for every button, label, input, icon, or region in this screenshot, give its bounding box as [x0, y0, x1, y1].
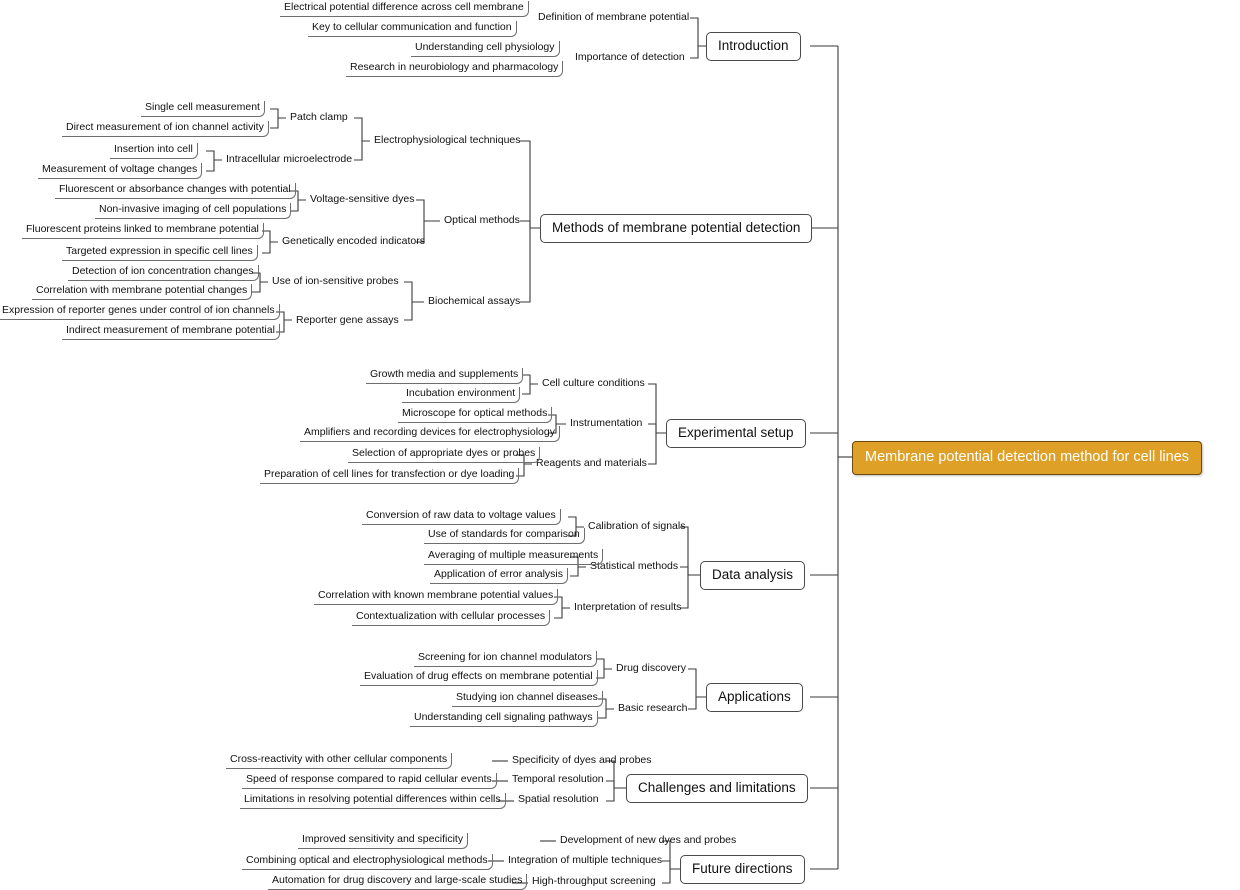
- subsub-label: Use of ion-sensitive probes: [272, 275, 399, 287]
- leaf-label: Understanding cell signaling pathways: [414, 711, 593, 723]
- branch-node-experimental-setup[interactable]: [666, 419, 806, 448]
- subsub-node-intracellular-microelectrode[interactable]: [224, 153, 354, 167]
- leaf-node[interactable]: [360, 670, 598, 686]
- leaf-node[interactable]: [346, 61, 563, 77]
- leaf-label: Research in neurobiology and pharmacology: [350, 61, 559, 73]
- leaf-label: Application of error analysis: [434, 568, 563, 580]
- leaf-label: Targeted expression in specific cell lines: [66, 245, 253, 257]
- subsub-label: Reporter gene assays: [296, 314, 399, 326]
- leaf-label: Use of standards for comparison: [428, 528, 580, 540]
- leaf-label: Combining optical and electrophysiological methods: [246, 854, 488, 866]
- leaf-node[interactable]: [410, 711, 598, 727]
- sub-node-definition[interactable]: [536, 11, 691, 25]
- leaf-node[interactable]: [424, 528, 585, 544]
- sub-node-reagents-and-materials[interactable]: [534, 457, 649, 471]
- leaf-node[interactable]: [38, 163, 202, 179]
- leaf-label: Electrical potential difference across cell membrane: [284, 1, 524, 13]
- leaf-node[interactable]: [430, 568, 568, 584]
- leaf-node[interactable]: [242, 854, 493, 870]
- leaf-label: Incubation environment: [406, 387, 516, 399]
- subsub-node-ion-sensitive-probes[interactable]: [270, 275, 401, 289]
- sub-node-label: Temporal resolution: [512, 773, 604, 785]
- sub-node-drug-discovery[interactable]: [614, 662, 688, 676]
- leaf-label: Insertion into cell: [114, 143, 193, 155]
- leaf-label: Expression of reporter genes under control of ion channels: [2, 304, 275, 316]
- sub-node-spatial-resolution[interactable]: [516, 793, 601, 807]
- leaf-node[interactable]: [55, 183, 296, 199]
- leaf-label: Studying ion channel diseases: [456, 691, 598, 703]
- branch-label: Introduction: [718, 38, 789, 53]
- sub-node-label: Specificity of dyes and probes: [512, 754, 652, 766]
- sub-node-label: Cell culture conditions: [542, 377, 645, 389]
- leaf-label: Improved sensitivity and specificity: [302, 833, 464, 845]
- leaf-node[interactable]: [62, 324, 280, 340]
- sub-node-label: Drug discovery: [616, 662, 687, 674]
- branch-node-data-analysis[interactable]: [700, 561, 805, 590]
- leaf-node[interactable]: [62, 245, 258, 261]
- leaf-node[interactable]: [32, 284, 252, 300]
- leaf-node[interactable]: [411, 41, 560, 57]
- sub-node-instrumentation[interactable]: [568, 417, 644, 431]
- branch-label: Experimental setup: [678, 425, 794, 440]
- leaf-node[interactable]: [22, 223, 264, 239]
- sub-node-importance[interactable]: [573, 51, 687, 65]
- branch-node-introduction[interactable]: [706, 32, 801, 61]
- leaf-label: Speed of response compared to rapid cellular events: [246, 773, 492, 785]
- subsub-label: Patch clamp: [290, 111, 348, 123]
- leaf-label: Selection of appropriate dyes or probes: [352, 447, 536, 459]
- leaf-node[interactable]: [398, 407, 552, 423]
- sub-node-electrophysiological[interactable]: [372, 134, 523, 148]
- subsub-label: Voltage-sensitive dyes: [310, 193, 415, 205]
- branch-label: Data analysis: [712, 567, 794, 582]
- leaf-node[interactable]: [362, 509, 561, 525]
- sub-node-optical-methods[interactable]: [442, 214, 522, 228]
- leaf-label: Measurement of voltage changes: [42, 163, 198, 175]
- leaf-label: Key to cellular communication and function: [312, 21, 512, 33]
- branch-label: Methods of membrane potential detection: [552, 220, 801, 235]
- subsub-node-voltage-sensitive-dyes[interactable]: [308, 193, 416, 207]
- leaf-label: Preparation of cell lines for transfection or dye loading: [264, 468, 515, 480]
- branch-node-methods[interactable]: [540, 214, 812, 243]
- leaf-label: Amplifiers and recording devices for electrophysiology: [304, 426, 555, 438]
- leaf-node[interactable]: [268, 874, 527, 890]
- sub-node-label: Importance of detection: [575, 51, 685, 63]
- leaf-node[interactable]: [95, 203, 291, 219]
- leaf-label: Correlation with membrane potential changes: [36, 284, 248, 296]
- leaf-label: Correlation with known membrane potential values: [318, 589, 554, 601]
- leaf-node[interactable]: [452, 691, 603, 707]
- branch-label: Applications: [718, 689, 791, 704]
- leaf-node[interactable]: [141, 101, 265, 117]
- leaf-label: Non-invasive imaging of cell populations: [99, 203, 287, 215]
- sub-node-label: Development of new dyes and probes: [560, 834, 737, 846]
- branch-node-challenges[interactable]: [626, 774, 808, 803]
- leaf-label: Screening for ion channel modulators: [418, 651, 592, 663]
- leaf-node[interactable]: [226, 753, 452, 769]
- branch-label: Future directions: [692, 861, 793, 876]
- leaf-label: Growth media and supplements: [370, 368, 519, 380]
- sub-node-interpretation-of-results[interactable]: [572, 601, 683, 615]
- leaf-node[interactable]: [68, 265, 259, 281]
- leaf-label: Direct measurement of ion channel activity: [66, 121, 264, 133]
- sub-node-label: Biochemical assays: [428, 295, 521, 307]
- leaf-node[interactable]: [298, 833, 468, 849]
- sub-node-cell-culture-conditions[interactable]: [540, 377, 647, 391]
- sub-node-label: Definition of membrane potential: [538, 11, 690, 23]
- leaf-node[interactable]: [402, 387, 520, 403]
- leaf-label: Microscope for optical methods: [402, 407, 548, 419]
- leaf-label: Indirect measurement of membrane potential: [66, 324, 275, 336]
- leaf-node[interactable]: [424, 549, 603, 565]
- leaf-node[interactable]: [366, 368, 523, 384]
- leaf-label: Single cell measurement: [145, 101, 260, 113]
- leaf-label: Detection of ion concentration changes: [72, 265, 254, 277]
- sub-node-specificity[interactable]: [510, 754, 654, 768]
- branch-node-future-directions[interactable]: [680, 855, 805, 884]
- leaf-label: Fluorescent or absorbance changes with potential: [59, 183, 291, 195]
- sub-node-label: Reagents and materials: [536, 457, 647, 469]
- subsub-node-reporter-gene-assays[interactable]: [294, 314, 401, 328]
- root-node[interactable]: [852, 441, 1202, 475]
- sub-node-label: Spatial resolution: [518, 793, 599, 805]
- leaf-node[interactable]: [62, 121, 269, 137]
- sub-node-temporal-resolution[interactable]: [510, 773, 606, 787]
- branch-label: Challenges and limitations: [638, 780, 796, 795]
- sub-node-integration-of-techniques[interactable]: [506, 854, 664, 868]
- leaf-node[interactable]: [308, 21, 517, 37]
- sub-node-new-dyes-and-probes[interactable]: [558, 834, 738, 848]
- sub-node-biochemical-assays[interactable]: [426, 295, 522, 309]
- sub-node-label: High-throughput screening: [532, 875, 656, 887]
- leaf-label: Evaluation of drug effects on membrane potential: [364, 670, 593, 682]
- leaf-label: Conversion of raw data to voltage values: [366, 509, 556, 521]
- leaf-node[interactable]: [300, 426, 560, 442]
- leaf-label: Cross-reactivity with other cellular components: [230, 753, 448, 765]
- subsub-label: Intracellular microelectrode: [226, 153, 353, 165]
- subsub-label: Genetically encoded indicators: [282, 235, 426, 247]
- subsub-node-genetically-encoded-indicators[interactable]: [280, 235, 427, 249]
- sub-node-basic-research[interactable]: [616, 702, 689, 716]
- sub-node-high-throughput-screening[interactable]: [530, 875, 658, 889]
- subsub-node-patch-clamp[interactable]: [288, 111, 350, 125]
- sub-node-label: Basic research: [618, 702, 688, 714]
- leaf-label: Limitations in resolving potential differences within cells: [244, 793, 501, 805]
- sub-node-label: Interpretation of results: [574, 601, 682, 613]
- leaf-node[interactable]: [352, 610, 550, 626]
- leaf-node[interactable]: [0, 304, 280, 320]
- sub-node-label: Integration of multiple techniques: [508, 854, 663, 866]
- sub-node-calibration-of-signals[interactable]: [586, 520, 687, 534]
- leaf-label: Averaging of multiple measurements: [428, 549, 599, 561]
- leaf-node[interactable]: [110, 143, 198, 159]
- leaf-node[interactable]: [260, 468, 519, 484]
- leaf-node[interactable]: [314, 589, 558, 605]
- leaf-label: Understanding cell physiology: [415, 41, 555, 53]
- sub-node-label: Instrumentation: [570, 417, 643, 429]
- leaf-label: Contextualization with cellular processes: [356, 610, 546, 622]
- sub-node-label: Statistical methods: [590, 560, 679, 572]
- sub-node-label: Electrophysiological techniques: [374, 134, 521, 146]
- leaf-label: Fluorescent proteins linked to membrane potential: [26, 223, 259, 235]
- leaf-node[interactable]: [242, 773, 497, 789]
- sub-node-label: Calibration of signals: [588, 520, 686, 532]
- leaf-node[interactable]: [280, 1, 529, 17]
- leaf-label: Automation for drug discovery and large-scale studies: [272, 874, 523, 886]
- branch-node-applications[interactable]: [706, 683, 803, 712]
- sub-node-label: Optical methods: [444, 214, 520, 226]
- leaf-node[interactable]: [414, 651, 597, 667]
- leaf-node[interactable]: [240, 793, 506, 809]
- root-node-label: Membrane potential detection method for cell lines: [865, 449, 1190, 465]
- leaf-node[interactable]: [348, 447, 540, 463]
